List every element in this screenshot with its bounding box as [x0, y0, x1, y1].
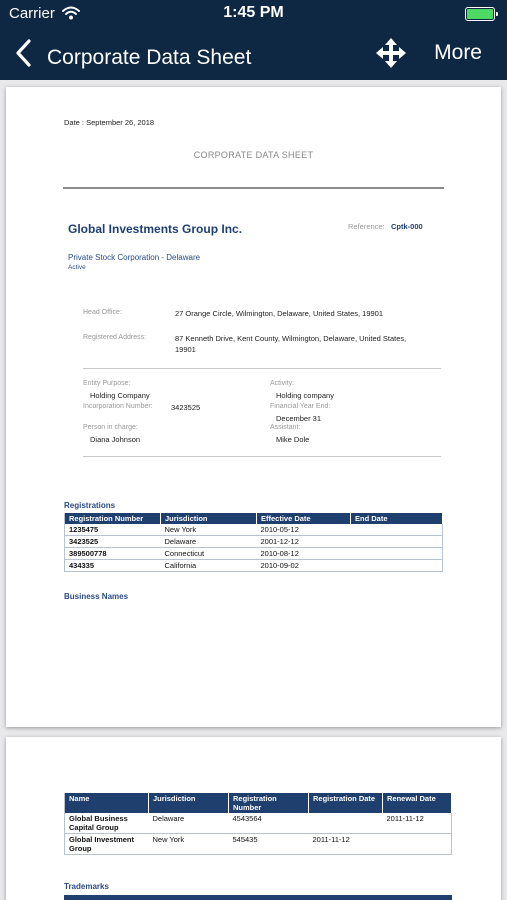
table-cell: California — [161, 560, 257, 572]
document-page-1[interactable] — [6, 87, 501, 727]
table-cell — [309, 813, 383, 834]
incorporation-number-value: 3423525 — [171, 403, 201, 412]
move-button[interactable] — [376, 38, 406, 68]
column-header: Renewal Date — [383, 793, 452, 813]
column-header: Name — [65, 793, 149, 813]
table-row — [65, 524, 443, 536]
table-row — [65, 548, 443, 560]
company-name: Global Investments Group Inc. — [68, 222, 243, 236]
registered-address-line1: 87 Kenneth Drive, Kent County, Wilmington, Delaware, United States, — [175, 334, 407, 343]
head-office-label: Head Office: — [83, 309, 122, 316]
table-cell: New York — [161, 524, 257, 536]
table-cell — [351, 560, 443, 572]
move-arrows-icon — [376, 38, 406, 68]
document-date: Date : September 26, 2018 — [64, 118, 155, 127]
column-header: Registration Number — [65, 513, 161, 524]
navigation-bar — [0, 28, 507, 80]
corporation-status: Active — [68, 264, 86, 271]
person-in-charge-label: Person in charge: — [83, 424, 138, 431]
table-row — [65, 834, 452, 855]
registrations-title: Registrations — [64, 501, 116, 510]
assistant-label: Assistant: — [270, 424, 301, 431]
table-cell: 389500778 — [65, 548, 161, 560]
activity-value: Holding company — [276, 391, 334, 400]
more-button[interactable]: More — [434, 41, 482, 64]
table-cell: Connecticut — [161, 548, 257, 560]
table-cell: 4543564 — [229, 813, 309, 834]
table-cell: 2010-08-12 — [257, 548, 351, 560]
entity-purpose-label: Entity Purpose: — [83, 380, 131, 387]
table-cell: Global Business Capital Group — [65, 813, 149, 834]
registered-address-line2: 19901 — [175, 345, 196, 354]
table-cell — [351, 536, 443, 548]
table-header-row — [65, 513, 443, 524]
assistant-value: Mike Dole — [276, 435, 310, 444]
back-button[interactable] — [10, 36, 38, 70]
title-divider — [63, 187, 444, 189]
column-header: Registration Number — [229, 793, 309, 813]
document-page-2[interactable] — [6, 737, 501, 900]
column-header: Effective Date — [257, 513, 351, 524]
table-cell: Delaware — [161, 536, 257, 548]
trademarks-table-header — [64, 895, 452, 900]
financial-year-end-label: Financial Year End: — [270, 403, 331, 410]
clock: 1:45 PM — [223, 4, 284, 21]
table-row — [65, 560, 443, 572]
column-header: End Date — [351, 513, 443, 524]
table-cell: Global Investment Group — [65, 834, 149, 855]
corporation-type: Private Stock Corporation - Delaware — [68, 253, 201, 262]
section-divider — [83, 368, 441, 369]
reference-value: Cptk-000 — [391, 222, 423, 231]
business-names-table — [64, 793, 452, 855]
entity-purpose-value: Holding Company — [90, 391, 150, 400]
nav-title: Corporate Data Sheet — [47, 46, 252, 69]
table-cell: 2010-05-12 — [257, 524, 351, 536]
table-cell: 2001-12-12 — [257, 536, 351, 548]
table-cell: 2010-09-02 — [257, 560, 351, 572]
table-cell: 545435 — [229, 834, 309, 855]
person-in-charge-value: Diana Johnson — [90, 435, 141, 444]
registered-address-label: Registered Address: — [83, 334, 147, 341]
table-cell: Delaware — [149, 813, 229, 834]
table-cell — [351, 548, 443, 560]
activity-label: Activity: — [270, 380, 295, 387]
table-cell: New York — [149, 834, 229, 855]
reference-label: Reference: — [348, 222, 385, 231]
battery-icon — [465, 7, 495, 21]
top-bar — [0, 0, 507, 80]
table-row — [65, 813, 452, 834]
table-cell — [383, 834, 452, 855]
column-header: Jurisdiction — [149, 793, 229, 813]
registrations-table — [64, 513, 443, 572]
table-cell: 2011-11-12 — [309, 834, 383, 855]
status-bar — [0, 0, 507, 28]
business-names-title: Business Names — [64, 592, 129, 601]
column-header: Registration Date — [309, 793, 383, 813]
table-cell: 3423525 — [65, 536, 161, 548]
table-cell — [351, 524, 443, 536]
head-office-value: 27 Orange Circle, Wilmington, Delaware, United States, 19901 — [175, 309, 384, 318]
carrier-label: Carrier — [9, 5, 55, 22]
financial-year-end-value: December 31 — [276, 414, 322, 423]
table-header-row — [65, 793, 452, 813]
column-header: Jurisdiction — [161, 513, 257, 524]
document-title: CORPORATE DATA SHEET — [193, 150, 314, 160]
trademarks-title: Trademarks — [64, 882, 109, 891]
table-cell: 2011-11-12 — [383, 813, 452, 834]
table-cell: 1235475 — [65, 524, 161, 536]
table-row — [65, 536, 443, 548]
chevron-left-icon — [10, 36, 38, 70]
table-cell: 434335 — [65, 560, 161, 572]
incorporation-number-label: Incorporation Number: — [83, 403, 153, 410]
section-divider — [83, 456, 441, 457]
